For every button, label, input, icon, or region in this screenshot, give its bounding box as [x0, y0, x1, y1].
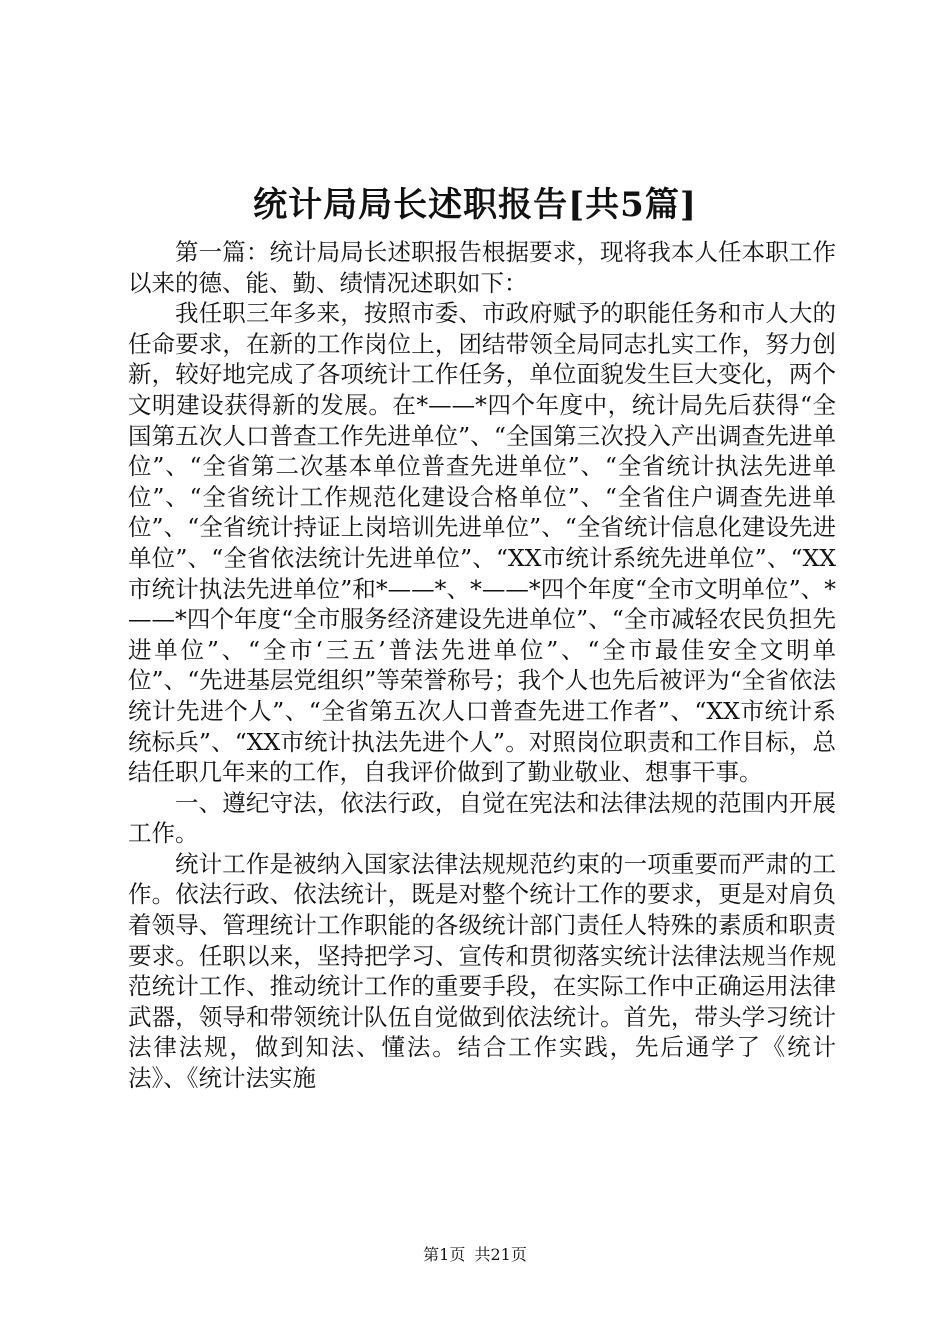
document-body: [128, 237, 836, 1094]
paragraph-section-one-body: 统计工作是被纳入国家法律法规规范约束的一项重要而严肃的工作。依法行政、依法统计，既是对整个统计工作的要求，更是对肩负着领导、管理统计工作职能的各级统计部门责任人特殊的素质和职责要求。任职以来，坚持把学习、宣传和贯彻落实统计法律法规当作规范统计工作、推动统计工作的重要手段，在实际工作中正确运用法律武器，领导和带领统计队伍自觉做到依法统计。首先，带头学习统计法律法规，做到知法、懂法。结合工作实践，先后通学了《统计法》、《统计法实施: [128, 849, 836, 1093]
document-title: 统计局局长述职报告[共5篇]: [253, 185, 697, 225]
paragraph-intro: 第一篇：统计局局长述职报告根据要求，现将我本人任本职工作以来的德、能、勤、绩情况述职如下：: [128, 238, 836, 297]
page-footer: [0, 1244, 950, 1266]
page-number: 第1页: [423, 1245, 466, 1264]
page-total: 共21页: [474, 1245, 527, 1264]
paragraph-achievements: 我任职三年多来，按照市委、市政府赋予的职能任务和市人大的任命要求，在新的工作岗位上，团结带领全局同志扎实工作，努力创新，较好地完成了各项统计工作任务，单位面貌发生巨大变化，两个文明建设获得新的发展。在*——*四个年度中，统计局先后获得“全国第五次人口普查工作先进单位”、“全国第三次投入产出调查先进单位”、“全省第二次基本单位普查先进单位”、“全省统计执法先进单位”、“全省统计工作规范化建设合格单位”、“全省住户调查先进单位”、“全省统计持证上岗培训先进单位”、“全省统计信息化建设先进单位”、“全省依法统计先进单位”、“XX市统计系统先进单位”、“XX市统计执法先进单位”和*——*、*——*四个年度“全市文明单位”、*——*四个年度“全市服务经济建设先进单位”、“全市减轻农民负担先进单位”、“全市‘三五’普法先进单位”、“全市最佳安全文明单位”、“先进基层党组织”等荣誉称号；我个人也先后被评为“全省依法统计先进个人”、“全省第五次人口普查先进工作者”、“XX市统计系统标兵”、“XX市统计执法先进个人”。对照岗位职责和工作目标，总结任职几年来的工作，自我评价做到了勤业敬业、想事干事。: [128, 299, 836, 787]
paragraph-section-one-heading: 一、遵纪守法，依法行政，自觉在宪法和法律法规的范围内开展工作。: [128, 788, 836, 848]
